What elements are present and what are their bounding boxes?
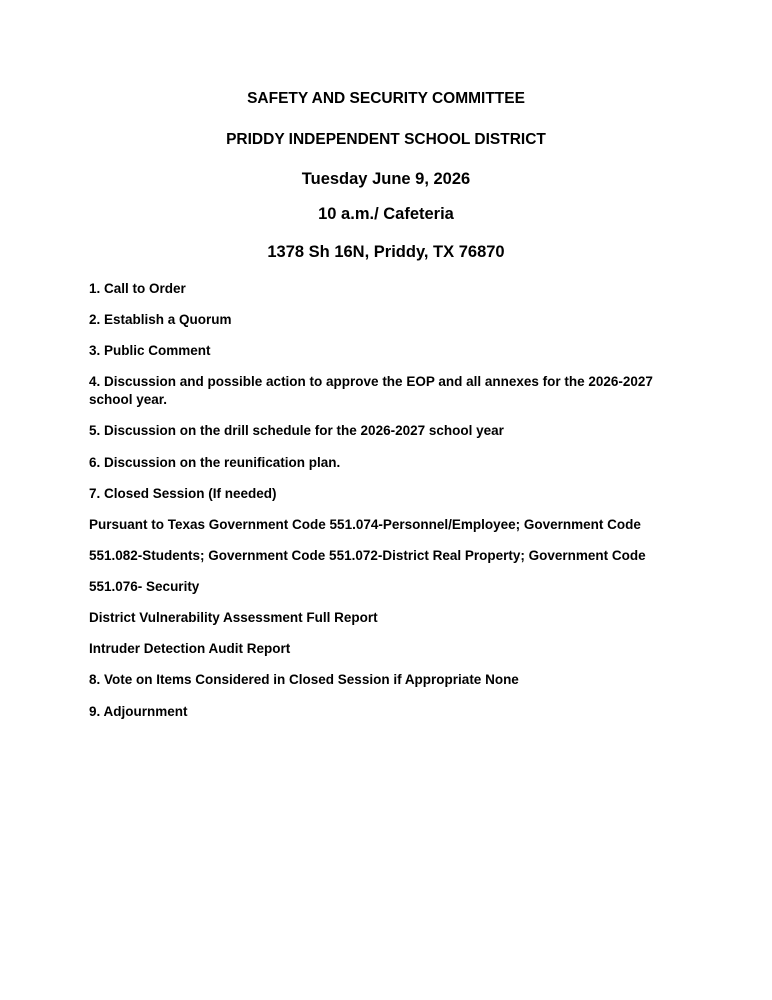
report-vulnerability-assessment: District Vulnerability Assessment Full Report (89, 610, 378, 625)
agenda-item-adjournment: 9. Adjournment (89, 704, 188, 719)
district-name: PRIDDY INDEPENDENT SCHOOL DISTRICT (226, 131, 546, 148)
meeting-date: Tuesday June 9, 2026 (301, 170, 471, 188)
agenda-item-reunification: 6. Discussion on the reunification plan. (89, 455, 341, 470)
pursuant-text-line3: 551.076- Security (89, 579, 200, 594)
agenda-item-quorum: 2. Establish a Quorum (89, 312, 232, 327)
meeting-address: 1378 Sh 16N, Priddy, TX 76870 (267, 243, 505, 261)
committee-title: SAFETY AND SECURITY COMMITTEE (247, 90, 525, 107)
agenda-item-call-to-order: 1. Call to Order (89, 281, 186, 296)
agenda-item-vote: 8. Vote on Items Considered in Closed Session if Appropriate None (89, 672, 519, 687)
meeting-time-location: 10 a.m./ Cafeteria (318, 205, 454, 223)
pursuant-text-line1: Pursuant to Texas Government Code 551.074-Personnel/Employee; Government Code (89, 517, 641, 532)
agenda-item-eop-line2: school year. (89, 392, 168, 407)
agenda-item-drill-schedule: 5. Discussion on the drill schedule for the 2026-2027 school year (89, 423, 504, 438)
agenda-item-eop-line1: 4. Discussion and possible action to approve the EOP and all annexes for the 2026-2027 (89, 374, 653, 389)
report-intruder-detection: Intruder Detection Audit Report (89, 641, 291, 656)
agenda-item-public-comment: 3. Public Comment (89, 343, 211, 358)
pursuant-text-line2: 551.082-Students; Government Code 551.072-District Real Property; Government Code (89, 548, 646, 563)
agenda-item-closed-session: 7. Closed Session (If needed) (89, 486, 277, 501)
